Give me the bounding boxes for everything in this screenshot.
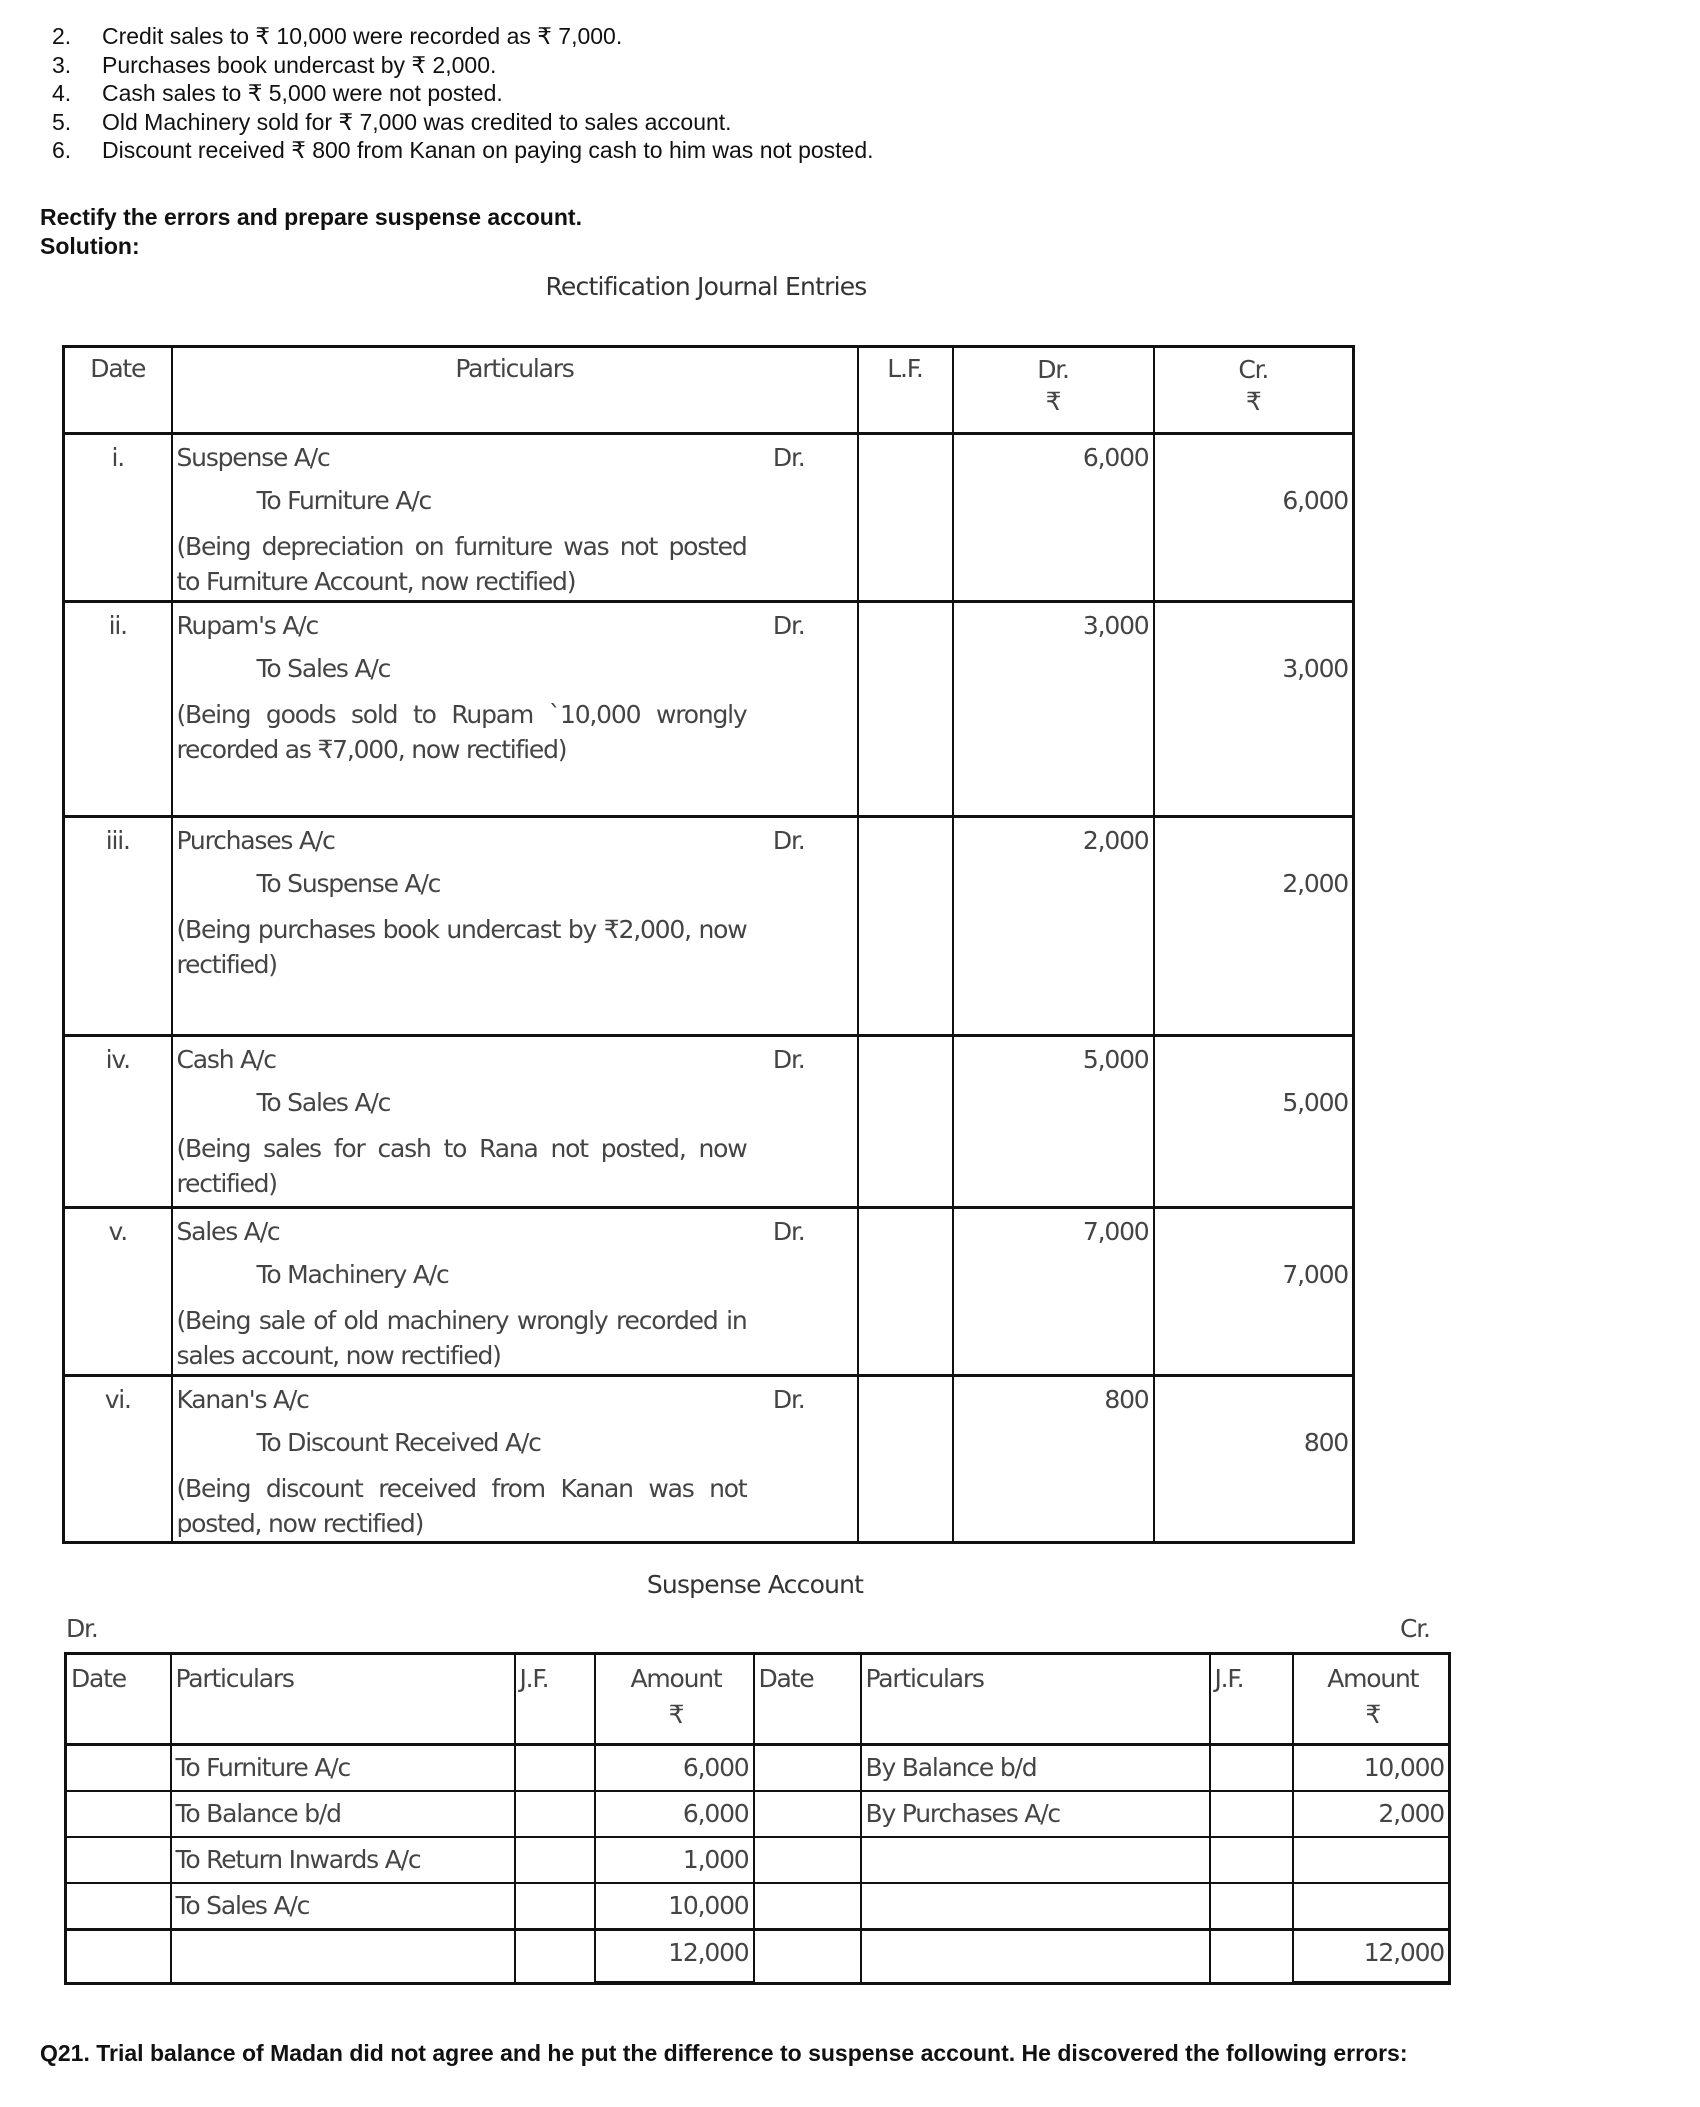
rupee-icon: ₹ xyxy=(1245,387,1261,416)
cr-total: 12,000 xyxy=(1293,1930,1450,1984)
entry-lf xyxy=(858,434,953,602)
header-jf-cr: J.F. xyxy=(1210,1654,1293,1745)
question-item: 5. Old Machinery sold for ₹ 7,000 was credited to sales account. xyxy=(52,108,732,135)
entry-particulars xyxy=(172,602,858,817)
journal-entry-row xyxy=(64,434,1354,602)
solution-label: Solution: xyxy=(40,233,140,259)
suspense-account-table xyxy=(64,1652,1451,1985)
suspense-row xyxy=(66,1883,1450,1930)
question-error-list xyxy=(52,22,874,165)
entry-lf xyxy=(858,817,953,1036)
narration: (Being sales for cash to Rana not posted, now rectified) xyxy=(176,1134,747,1198)
entry-cr-amount: 5,000 xyxy=(1154,1036,1354,1208)
cr-particulars: By Purchases A/c xyxy=(861,1791,1210,1837)
dr-particulars: To Furniture A/c xyxy=(171,1745,515,1792)
cr-amount: 10,000 xyxy=(1293,1745,1450,1792)
narration: (Being goods sold to Rupam `10,000 wrongly recorded as ₹7,000, now rectified) xyxy=(176,700,747,764)
credit-account: To Sales A/c xyxy=(256,1088,391,1117)
entry-lf xyxy=(858,1376,953,1543)
narration: (Being discount received from Kanan was not posted, now rectified) xyxy=(176,1474,747,1538)
entry-cr-amount: 7,000 xyxy=(1154,1208,1354,1376)
dr-amount: 1,000 xyxy=(595,1837,754,1883)
header-jf-dr: J.F. xyxy=(515,1654,595,1745)
instruction-text: Rectify the errors and prepare suspense account. xyxy=(40,204,582,230)
credit-account: To Discount Received A/c xyxy=(256,1428,541,1457)
header-lf: L.F. xyxy=(858,347,953,434)
header-date-cr: Date xyxy=(754,1654,861,1745)
journal-entry-row xyxy=(64,1036,1354,1208)
header-date-dr: Date xyxy=(66,1654,171,1745)
debit-account: Suspense A/c xyxy=(176,443,330,472)
entry-dr-amount: 3,000 xyxy=(953,602,1154,817)
entry-date: v. xyxy=(64,1208,172,1376)
entry-lf xyxy=(858,602,953,817)
debit-account: Cash A/c xyxy=(176,1045,276,1074)
dr-particulars: To Sales A/c xyxy=(171,1883,515,1930)
entry-dr-amount: 6,000 xyxy=(953,434,1154,602)
debit-account: Kanan's A/c xyxy=(176,1385,309,1414)
suspense-title: Suspense Account xyxy=(646,1570,864,1599)
rupee-icon: ₹ xyxy=(1045,387,1061,416)
dr-tag: Dr. xyxy=(772,611,805,640)
entry-date: iv. xyxy=(64,1036,172,1208)
header-cr: Cr. ₹ xyxy=(1154,347,1354,434)
journal-entry-row xyxy=(64,817,1354,1036)
journal-entry-row xyxy=(64,1376,1354,1543)
question-item: 6. Discount received ₹ 800 from Kanan on paying cash to him was not posted. xyxy=(52,137,874,163)
journal-header-row xyxy=(64,347,1354,434)
dr-tag: Dr. xyxy=(772,1045,805,1074)
dr-tag: Dr. xyxy=(772,1385,805,1414)
rectification-journal-table xyxy=(62,345,1355,1544)
entry-particulars xyxy=(172,1036,858,1208)
credit-account: To Sales A/c xyxy=(256,654,391,683)
entry-date: iii. xyxy=(64,817,172,1036)
entry-date: ii. xyxy=(64,602,172,817)
journal-title: Rectification Journal Entries xyxy=(545,272,867,301)
question-item: 3. Purchases book undercast by ₹ 2,000. xyxy=(52,51,497,78)
debit-account: Purchases A/c xyxy=(176,826,335,855)
dr-particulars: To Return Inwards A/c xyxy=(171,1837,515,1883)
entry-date: vi. xyxy=(64,1376,172,1543)
suspense-row xyxy=(66,1791,1450,1837)
question-item: 4. Cash sales to ₹ 5,000 were not posted. xyxy=(52,80,503,106)
entry-particulars xyxy=(172,817,858,1036)
header-date: Date xyxy=(64,347,172,434)
narration: (Being purchases book undercast by ₹2,000, now rectified) xyxy=(176,915,747,979)
narration: (Being sale of old machinery wrongly recorded in sales account, now rectified) xyxy=(176,1306,747,1370)
entry-lf xyxy=(858,1208,953,1376)
cr-particulars xyxy=(861,1837,1210,1883)
debit-account: Rupam's A/c xyxy=(176,611,319,640)
rupee-icon: ₹ xyxy=(1365,1700,1381,1729)
header-particulars-dr: Particulars xyxy=(171,1654,515,1745)
journal-entry-row xyxy=(64,1208,1354,1376)
dr-tag: Dr. xyxy=(772,1217,805,1246)
entry-dr-amount: 5,000 xyxy=(953,1036,1154,1208)
dr-amount: 10,000 xyxy=(595,1883,754,1930)
header-particulars-cr: Particulars xyxy=(861,1654,1210,1745)
header-particulars: Particulars xyxy=(172,347,858,434)
entry-particulars xyxy=(172,1376,858,1543)
entry-dr-amount: 800 xyxy=(953,1376,1154,1543)
entry-particulars xyxy=(172,434,858,602)
journal-entry-row xyxy=(64,602,1354,817)
credit-account: To Suspense A/c xyxy=(256,869,441,898)
entry-cr-amount: 3,000 xyxy=(1154,602,1354,817)
header-amount-cr: Amount ₹ xyxy=(1293,1654,1450,1745)
suspense-cr-label: Cr. xyxy=(1400,1614,1430,1643)
dr-particulars: To Balance b/d xyxy=(171,1791,515,1837)
entry-dr-amount: 7,000 xyxy=(953,1208,1154,1376)
dr-tag: Dr. xyxy=(772,826,805,855)
entry-lf xyxy=(858,1036,953,1208)
cr-amount: 2,000 xyxy=(1293,1791,1450,1837)
entry-cr-amount: 800 xyxy=(1154,1376,1354,1543)
cr-particulars xyxy=(861,1883,1210,1930)
entry-cr-amount: 6,000 xyxy=(1154,434,1354,602)
question-item: 2. Credit sales to ₹ 10,000 were recorded as ₹ 7,000. xyxy=(52,23,623,49)
header-dr: Dr. ₹ xyxy=(953,347,1154,434)
suspense-header-row xyxy=(66,1654,1450,1745)
rupee-icon: ₹ xyxy=(668,1700,684,1729)
entry-dr-amount: 2,000 xyxy=(953,817,1154,1036)
suspense-row xyxy=(66,1837,1450,1883)
entry-date: i. xyxy=(64,434,172,602)
narration: (Being depreciation on furniture was not posted to Furniture Account, now rectified) xyxy=(176,532,747,596)
dr-amount: 6,000 xyxy=(595,1791,754,1837)
cr-amount xyxy=(1293,1883,1450,1930)
suspense-row xyxy=(66,1745,1450,1792)
header-amount-dr: Amount ₹ xyxy=(595,1654,754,1745)
next-question-text: Q21. Trial balance of Madan did not agree and he put the difference to suspense account. He discovered the following errors: xyxy=(40,2040,1408,2066)
entry-cr-amount: 2,000 xyxy=(1154,817,1354,1036)
suspense-dr-label: Dr. xyxy=(66,1614,98,1643)
credit-account: To Furniture A/c xyxy=(256,486,432,515)
entry-particulars xyxy=(172,1208,858,1376)
dr-tag: Dr. xyxy=(772,443,805,472)
debit-account: Sales A/c xyxy=(176,1217,280,1246)
cr-particulars: By Balance b/d xyxy=(861,1745,1210,1792)
dr-amount: 6,000 xyxy=(595,1745,754,1792)
cr-amount xyxy=(1293,1837,1450,1883)
credit-account: To Machinery A/c xyxy=(256,1260,449,1289)
suspense-total-row xyxy=(66,1930,1450,1984)
dr-total: 12,000 xyxy=(595,1930,754,1984)
